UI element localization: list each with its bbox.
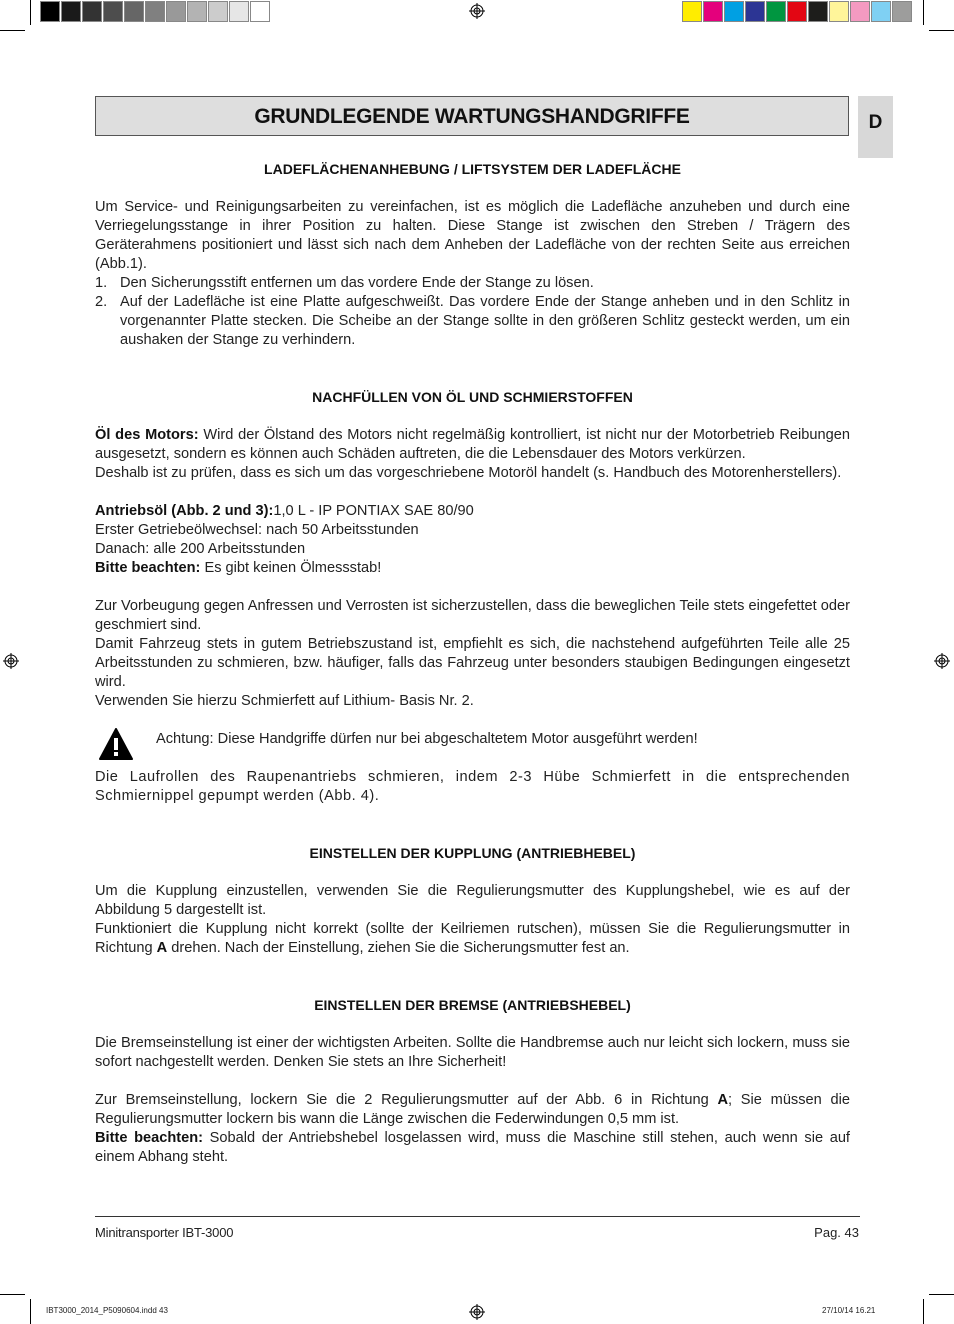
section-heading: EINSTELLEN DER KUPPLUNG (ANTRIEBHEBEL) — [309, 845, 636, 861]
color-swatch — [787, 1, 807, 22]
color-swatch — [766, 1, 786, 22]
color-swatch — [124, 1, 144, 22]
bold-label: Bitte beachten: — [95, 560, 201, 576]
crop-mark — [929, 30, 954, 31]
color-swatch — [208, 1, 228, 22]
paragraph-text: Wird der Ölstand des Motors nicht regelmäßig kontrolliert, ist nicht nur der Motorbetrieb Reibungen ausgesetzt, sondern es können auch Schäden auftreten, die die Lebensdauer des Motors verkürzen. — [95, 427, 850, 462]
section-heading: LADEFLÄCHENANHEBUNG / LIFTSYSTEM DER LADEFLÄCHE — [264, 161, 681, 177]
crop-mark — [929, 1294, 954, 1295]
paragraph-text: Sobald der Antriebshebel losgelassen wird, muss die Maschine still stehen, auch wenn sie auf einem Abhang steht. — [95, 1130, 850, 1165]
footer-product-name: Minitransporter IBT-3000 — [95, 1225, 234, 1240]
paragraph: Zur Vorbeugung gegen Anfressen und Verrosten ist sicherzustellen, dass die beweglichen Teile stets eingefettet oder geschmiert sind. — [95, 598, 850, 633]
paragraph: Die Laufrollen des Raupenantriebs schmieren, indem 2-3 Hübe Schmierfett in die entsprechenden Schmiernippel gepumpt werden (Abb. 4). — [95, 769, 850, 804]
paragraph: Die Bremseinstellung ist einer der wichtigsten Arbeiten. Sollte die Handbremse auch nur leicht sich lockern, muss sie sofort nachgestellt werden. Denken Sie stets an Ihre Sicherheit! — [95, 1035, 850, 1070]
language-tab-label: D — [868, 112, 883, 133]
paragraph: Damit Fahrzeug stets in gutem Betriebszustand ist, empfiehlt es sich, die nachstehend aufgeführten Teile alle 25 Arbeitsstunden zu schmieren, bzw. häufiger, falls das Fahrzeug unter besonders staubigen Bedingungen eingesetzt wird. — [95, 636, 850, 690]
crop-mark — [0, 30, 25, 31]
main-content — [95, 160, 850, 1167]
paragraph-text: 1,0 L - IP PONTIAX SAE 80/90 — [273, 503, 474, 519]
language-tab — [858, 96, 893, 158]
registration-mark-icon — [934, 653, 950, 669]
paragraph-text: drehen. Nach der Einstellung, ziehen Sie die Sicherungsmutter fest an. — [167, 940, 630, 956]
list-text: Auf der Ladefläche ist eine Platte aufgeschweißt. Das vordere Ende der Stange anheben und in den Schlitz in vorgenannter Platte stecken. Die Scheibe an der Stange sollte in den größeren Schlitz gesteckt werden, um ein aushaken der Stange zu verhindern. — [120, 294, 850, 348]
crop-mark — [923, 0, 924, 25]
crop-mark — [30, 1299, 31, 1324]
bold-label: Öl des Motors: — [95, 427, 199, 443]
footer-divider — [95, 1216, 860, 1217]
paragraph — [95, 920, 850, 958]
print-slug-date: 27/10/14 16.21 — [822, 1306, 876, 1315]
color-swatch — [829, 1, 849, 22]
warning-text: Achtung: Diese Handgriffe dürfen nur bei abgeschaltetem Motor ausgeführt werden! — [156, 731, 698, 747]
paragraph: Verwenden Sie hierzu Schmierfett auf Lithium- Basis Nr. 2. — [95, 693, 474, 709]
list-number: 2. — [95, 294, 108, 310]
color-swatch — [103, 1, 123, 22]
color-swatch — [229, 1, 249, 22]
warning-icon — [99, 728, 133, 760]
color-swatch — [808, 1, 828, 22]
bold-label: Bitte beachten: — [95, 1130, 203, 1146]
paragraph-text: Funktioniert die Kupplung nicht korrekt (sollte der Keilriemen rutschen), müssen Sie die Regulierungsmutter in Richtung — [95, 921, 850, 956]
registration-mark-icon — [3, 653, 19, 669]
paragraph-text: Zur Bremseinstellung, lockern Sie die 2 Regulierungsmutter auf der Abb. 6 in Richtung — [95, 1092, 718, 1108]
registration-mark-icon — [469, 1304, 485, 1320]
color-swatch — [682, 1, 702, 22]
bold-label: Antriebsöl (Abb. 2 und 3): — [95, 503, 274, 519]
crop-mark — [0, 1294, 25, 1295]
section-heading: EINSTELLEN DER BREMSE (ANTRIEBSHEBEL) — [314, 997, 631, 1013]
paragraph — [95, 559, 850, 578]
color-swatch — [40, 1, 60, 22]
bold-label: A — [717, 1092, 728, 1108]
color-swatch — [745, 1, 765, 22]
registration-mark-icon — [469, 3, 485, 19]
list-item — [95, 274, 850, 293]
list-text: Den Sicherungsstift entfernen um das vordere Ende der Stange zu lösen. — [120, 275, 594, 291]
crop-mark — [30, 0, 31, 25]
list-number: 1. — [95, 275, 108, 291]
paragraph: Um die Kupplung einzustellen, verwenden Sie die Regulierungsmutter des Kupplungshebel, wie es auf der Abbildung 5 dargestellt ist. — [95, 883, 850, 918]
page-title-box — [95, 96, 849, 136]
paragraph-text: Es gibt keinen Ölmessstab! — [200, 560, 382, 576]
paragraph — [95, 1129, 850, 1167]
color-swatch — [61, 1, 81, 22]
crop-mark — [923, 1299, 924, 1324]
paragraph: Deshalb ist zu prüfen, dass es sich um das vorgeschriebene Motoröl handelt (s. Handbuch des Motorenherstellers). — [95, 465, 842, 481]
color-swatch — [166, 1, 186, 22]
list-item — [95, 293, 850, 350]
page-title: GRUNDLEGENDE WARTUNGSHANDGRIFFE — [254, 105, 690, 128]
color-swatch — [892, 1, 912, 22]
bold-label: A — [156, 940, 168, 956]
color-swatch — [145, 1, 165, 22]
paragraph: Um Service- und Reinigungsarbeiten zu vereinfachen, ist es möglich die Ladefläche anzuheben und durch eine Verriegelungsstange in ihrer Position zu halten. Diese Stange ist zwischen den Streben / Trägern des Geräterahmens positioniert und lässt sich nach dem Anheben der Ladefläche von der rechten Seite aus erreichen (Abb.1). — [95, 199, 850, 272]
color-swatch — [82, 1, 102, 22]
steps-list — [95, 274, 850, 350]
color-swatch — [850, 1, 870, 22]
color-swatch — [871, 1, 891, 22]
paragraph: Danach: alle 200 Arbeitsstunden — [95, 541, 306, 557]
paragraph — [95, 502, 850, 521]
section-heading: NACHFÜLLEN VON ÖL UND SCHMIERSTOFFEN — [312, 389, 633, 405]
footer-page-number: Pag. 43 — [814, 1225, 859, 1240]
color-swatch — [703, 1, 723, 22]
color-swatch — [187, 1, 207, 22]
color-swatch — [250, 1, 270, 22]
paragraph-text: ; Sie müssen die Regulierungsmutter lockern bis wann die Länge zwischen die Federwindungen 0,5 mm ist. — [95, 1092, 850, 1127]
paragraph — [95, 426, 850, 464]
color-swatch — [724, 1, 744, 22]
paragraph — [95, 1091, 850, 1129]
paragraph: Erster Getriebeölwechsel: nach 50 Arbeitsstunden — [95, 522, 419, 538]
warning-row — [95, 730, 850, 768]
print-slug-file: IBT3000_2014_P5090604.indd 43 — [46, 1306, 168, 1315]
